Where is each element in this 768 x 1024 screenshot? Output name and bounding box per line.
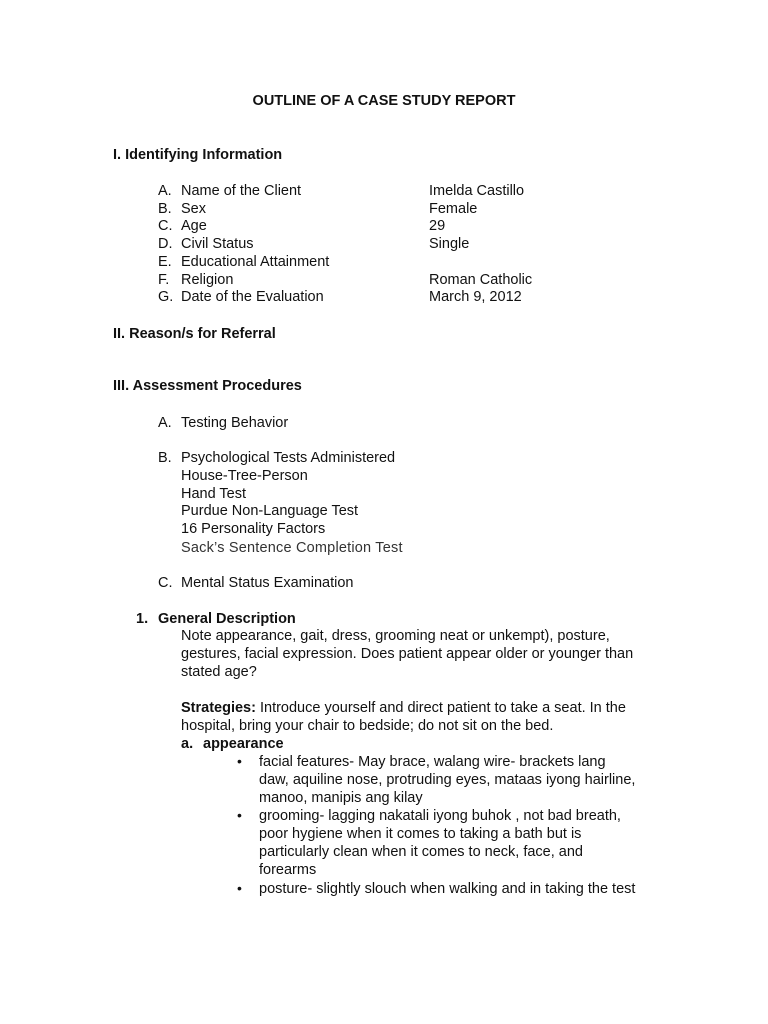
strategies-text-line2: hospital, bring your chair to bedside; do not sit on the bed. bbox=[181, 718, 554, 734]
item-value-civil-status: Single bbox=[429, 236, 470, 252]
test-item: 16 Personality Factors bbox=[181, 521, 326, 537]
item-letter: A. bbox=[158, 183, 172, 199]
tests-administered-label: Psychological Tests Administered bbox=[181, 450, 396, 466]
test-item: Purdue Non-Language Test bbox=[181, 503, 359, 519]
item-label-religion: Religion bbox=[181, 272, 234, 288]
item-letter: G. bbox=[158, 289, 174, 305]
strategies-label: Strategies: bbox=[181, 700, 256, 716]
appearance-letter: a. bbox=[181, 736, 194, 752]
bullet-text: daw, aquiline nose, protruding eyes, mataas iyong hairline, bbox=[259, 772, 636, 788]
item-label-age: Age bbox=[181, 218, 207, 234]
item-letter: A. bbox=[158, 415, 172, 431]
item-letter: F. bbox=[158, 272, 170, 288]
general-description-heading: General Description bbox=[158, 611, 296, 627]
item-letter: E. bbox=[158, 254, 172, 270]
item-letter: C. bbox=[158, 218, 173, 234]
item-label-client-name: Name of the Client bbox=[181, 183, 302, 199]
section-referral-heading: II. Reason/s for Referral bbox=[113, 326, 276, 342]
bullet-text: forearms bbox=[259, 862, 317, 878]
section-assessment-heading: III. Assessment Procedures bbox=[113, 378, 302, 394]
bullet-dot-icon: • bbox=[237, 807, 242, 823]
item-letter: C. bbox=[158, 575, 173, 591]
test-item: House-Tree-Person bbox=[181, 468, 308, 484]
bullet-dot-icon: • bbox=[237, 753, 242, 769]
item-label-educational-attainment: Educational Attainment bbox=[181, 254, 330, 270]
bullet-text: particularly clean when it comes to neck, face, and bbox=[259, 844, 583, 860]
testing-behavior-label: Testing Behavior bbox=[181, 415, 289, 431]
item-value-evaluation-date: March 9, 2012 bbox=[429, 289, 522, 305]
appearance-heading: appearance bbox=[203, 736, 284, 752]
general-desc-line: Note appearance, gait, dress, grooming neat or unkempt), posture, bbox=[181, 628, 610, 644]
bullet-text: poor hygiene when it comes to taking a bath but is bbox=[259, 826, 582, 842]
strategies-paragraph bbox=[181, 699, 626, 717]
general-desc-line: stated age? bbox=[181, 664, 257, 680]
item-value-client-name: Imelda Castillo bbox=[429, 183, 525, 199]
item-letter: B. bbox=[158, 450, 172, 466]
bullet-text: manoo, manipis ang kilay bbox=[259, 790, 423, 806]
bullet-text: facial features- May brace, walang wire- brackets lang bbox=[259, 754, 606, 770]
item-letter: B. bbox=[158, 201, 172, 217]
item-letter: D. bbox=[158, 236, 173, 252]
general-desc-line: gestures, facial expression. Does patient appear older or younger than bbox=[181, 646, 634, 662]
item-value-sex: Female bbox=[429, 201, 478, 217]
item-value-age: 29 bbox=[429, 218, 446, 234]
section-identifying-information-heading: I. Identifying Information bbox=[113, 147, 283, 163]
test-item: Sack’s Sentence Completion Test bbox=[181, 540, 403, 556]
bullet-text: grooming- lagging nakatali iyong buhok , not bad breath, bbox=[259, 808, 621, 824]
general-number: 1. bbox=[136, 611, 149, 627]
bullet-text: posture- slightly slouch when walking and in taking the test bbox=[259, 881, 636, 897]
item-label-sex: Sex bbox=[181, 201, 206, 217]
item-label-evaluation-date: Date of the Evaluation bbox=[181, 289, 324, 305]
item-value-religion: Roman Catholic bbox=[429, 272, 533, 288]
mental-status-label: Mental Status Examination bbox=[181, 575, 354, 591]
page-title: OUTLINE OF A CASE STUDY REPORT bbox=[252, 93, 516, 109]
bullet-dot-icon: • bbox=[237, 880, 242, 896]
test-item: Hand Test bbox=[181, 486, 247, 502]
strategies-text: Introduce yourself and direct patient to take a seat. In the bbox=[255, 700, 626, 716]
item-label-civil-status: Civil Status bbox=[181, 236, 254, 252]
